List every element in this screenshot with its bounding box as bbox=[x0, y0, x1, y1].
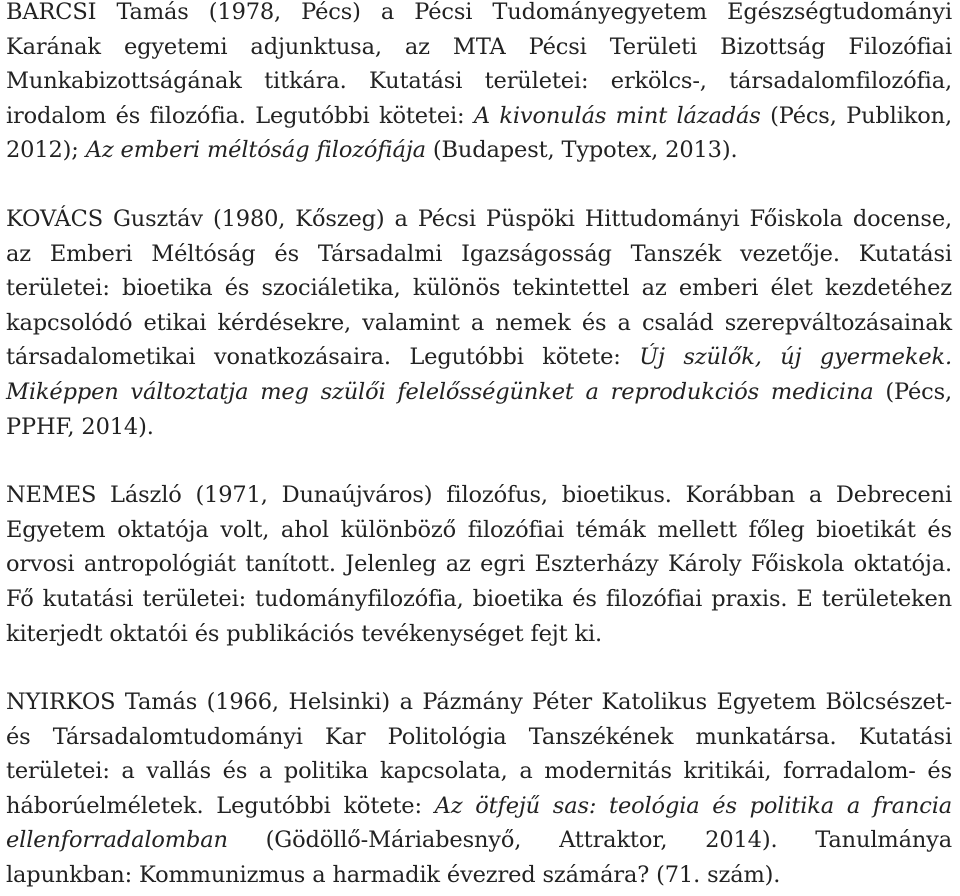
bio-paragraph-nyirkos bbox=[6, 685, 952, 893]
bio-paragraph-barcsi bbox=[6, 0, 952, 168]
bio-paragraph-nemes bbox=[6, 478, 952, 651]
bio-text: NEMES László (1971, Dunaújváros) filozófus, bioetikus. Korábban a Debreceni Egyetem oktatója volt, ahol különböző filozófiai témák mellett főleg bioetikát és orvosi antropológiát tanított. Jelenleg az egri Eszterházy Károly Főiskola oktatója. Fő kutatási területei: tudományfilozófia, bioetika és filozófiai praxis. E területeken kiterjedt oktatói és publikációs tevékenységet fejt ki. bbox=[6, 482, 952, 647]
book-title: Új szülők, új gyermekek. Miképpen változtatja meg szülői felelősségünket a reprodukciós medicina bbox=[6, 344, 952, 405]
bio-text: (Pécs, Publikon, 2012); bbox=[6, 102, 952, 164]
bio-text: (Pécs, PPHF, 2014). bbox=[6, 378, 952, 440]
bio-text: KOVÁCS Gusztáv (1980, Kőszeg) a Pécsi Püspöki Hittudományi Főiskola docense, az Emberi Méltóság és Társadalmi Igazságosság Tanszék vezetője. Kutatási területei: bioetika és szociáletika, különös tekintettel az emberi élet kezdetéhez kapcsolódó etikai kérdésekre, valamint a nemek és a család szerepváltozásainak társadalometikai vonatkozásaira. Legutóbbi kötete: bbox=[6, 205, 952, 371]
bio-paragraph-kovacs bbox=[6, 202, 952, 444]
bio-text: (Budapest, Typotex, 2013). bbox=[425, 137, 738, 164]
bio-text: BARCSI Tamás (1978, Pécs) a Pécsi Tudományegyetem Egészségtudományi Karának egyetemi adjunktusa, az MTA Pécsi Területi Bizottság Filozófiai Munkabizottságának titkára. Kutatási területei: erkölcs-, társadalomfilozófia, irodalom és filozófia. Legutóbbi kötetei: bbox=[6, 0, 952, 129]
bio-text: (Gödöllő-Máriabesnyő, Attraktor, 2014). Tanulmánya lapunkban: Kommunizmus a harmadik évezred számára? (71. szám). bbox=[6, 827, 952, 889]
bio-text: NYIRKOS Tamás (1966, Helsinki) a Pázmány Péter Katolikus Egyetem Bölcsészet- és Társadalomtudományi Kar Politológia Tanszékének munkatársa. Kutatási területei: a vallás és a politika kapcsolata, a modernitás kritikái, forradalom- és háborúelméletek. Legutóbbi kötete: bbox=[6, 689, 952, 819]
book-title: Az emberi méltóság filozófiája bbox=[85, 137, 426, 164]
book-title: A kivonulás mint lázadás bbox=[473, 102, 761, 129]
book-title: Az ötfejű sas: teológia és politika a francia ellenforradalomban bbox=[6, 792, 953, 854]
